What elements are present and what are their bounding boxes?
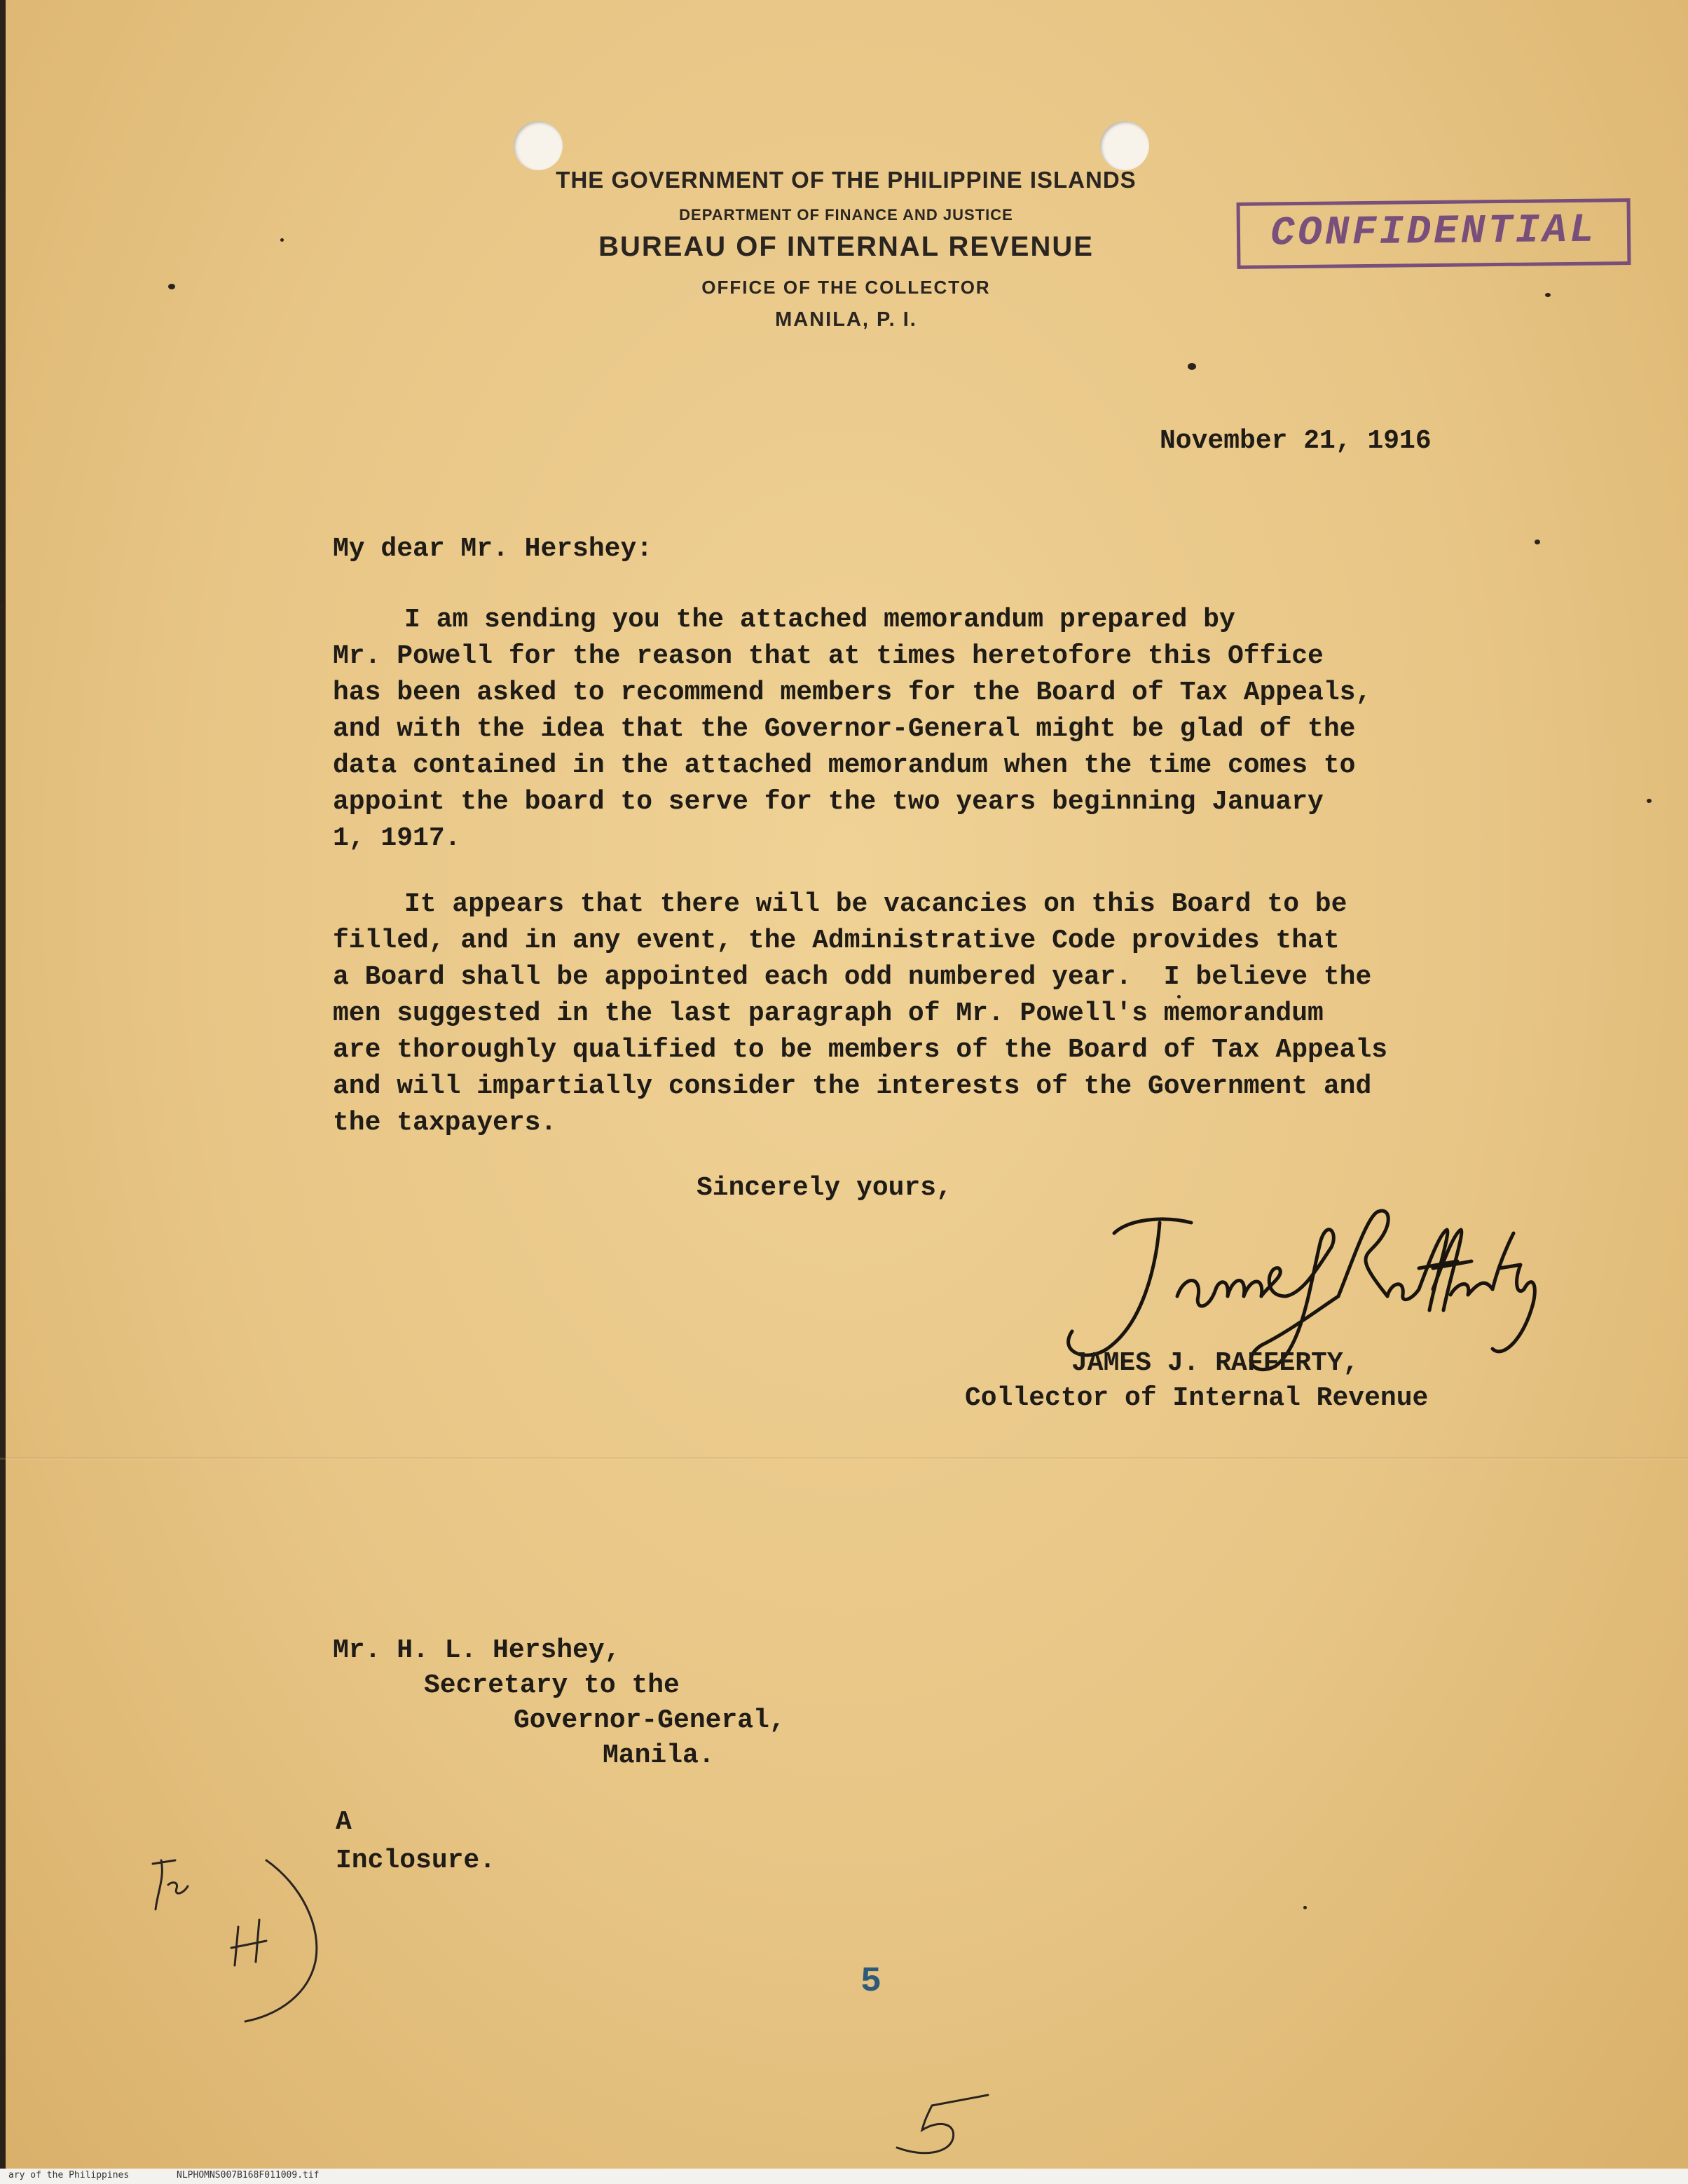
footer-archive-label: ary of the Philippines: [8, 2170, 130, 2180]
ink-speck: [1647, 799, 1652, 803]
addressee-office: Governor-General,: [514, 1705, 785, 1736]
handwritten-initials-note: [140, 1843, 343, 2032]
addressee-name: Mr. H. L. Hershey,: [333, 1635, 621, 1666]
body-line: and will impartially consider the interests of the Government and: [333, 1071, 1372, 1101]
body-line: I am sending you the attached memorandum prepared by: [404, 605, 1235, 635]
body-line: It appears that there will be vacancies on this Board to be: [404, 889, 1347, 919]
body-line: 1, 1917.: [333, 823, 461, 853]
body-line: Mr. Powell for the reason that at times heretofore this Office: [333, 641, 1324, 671]
body-line: the taxpayers.: [333, 1108, 557, 1138]
salutation: My dear Mr. Hershey:: [333, 534, 653, 564]
ink-speck: [0, 603, 4, 610]
addressee-city: Manila.: [603, 1740, 715, 1771]
footer-filename: NLPHOMNS007B168F011009.tif: [177, 2170, 320, 2180]
page-number-stamp: 5: [860, 1962, 882, 2002]
ink-speck: [280, 238, 284, 242]
body-line: are thoroughly qualified to be members of the Board of Tax Appeals: [333, 1035, 1388, 1065]
scan-footer: [8, 2170, 362, 2180]
body-line: filled, and in any event, the Administrative Code provides that: [333, 926, 1340, 956]
ink-speck: [1535, 540, 1540, 544]
letterhead-government: THE GOVERNMENT OF THE PHILIPPINE ISLANDS: [556, 167, 1137, 193]
body-line: has been asked to recommend members for the Board of Tax Appeals,: [333, 678, 1372, 708]
body-line: men suggested in the last paragraph of Mr. Powell's memorandum: [333, 998, 1324, 1029]
letterhead-city: MANILA, P. I.: [775, 308, 917, 331]
punch-hole-right: [1100, 121, 1149, 170]
signatory-title: Collector of Internal Revenue: [965, 1383, 1429, 1413]
enclosure-count: A: [336, 1807, 352, 1837]
ink-speck: [1188, 363, 1196, 370]
signatory-name: JAMES J. RAFFERTY,: [1071, 1348, 1359, 1378]
body-line: data contained in the attached memorandum when the time comes to: [333, 750, 1356, 781]
punch-hole-left: [514, 121, 563, 170]
ink-speck: [1303, 1906, 1307, 1909]
handwritten-page-number: [869, 2081, 1009, 2165]
body-line: appoint the board to serve for the two years beginning January: [333, 787, 1324, 817]
body-paragraph-1: [333, 602, 1371, 857]
confidential-stamp: CONFIDENTIAL: [1237, 198, 1631, 269]
body-paragraph-2: [333, 886, 1387, 1141]
paper-fold: [0, 1457, 1688, 1460]
body-line: a Board shall be appointed each odd numbered year. I believe the: [333, 962, 1372, 992]
closing: Sincerely yours,: [697, 1173, 952, 1203]
body-line: and with the idea that the Governor-General might be glad of the: [333, 714, 1356, 744]
addressee-title: Secretary to the: [424, 1670, 680, 1701]
scan-edge-left: [0, 0, 6, 2184]
letterhead-bureau: BUREAU OF INTERNAL REVENUE: [598, 231, 1094, 262]
letterhead-department: DEPARTMENT OF FINANCE AND JUSTICE: [679, 206, 1013, 224]
letterhead-office: OFFICE OF THE COLLECTOR: [701, 277, 991, 298]
ink-speck: [1545, 293, 1551, 297]
enclosure-label: Inclosure.: [336, 1846, 496, 1876]
ink-speck: [168, 284, 175, 289]
letter-date: November 21, 1916: [1160, 426, 1432, 456]
